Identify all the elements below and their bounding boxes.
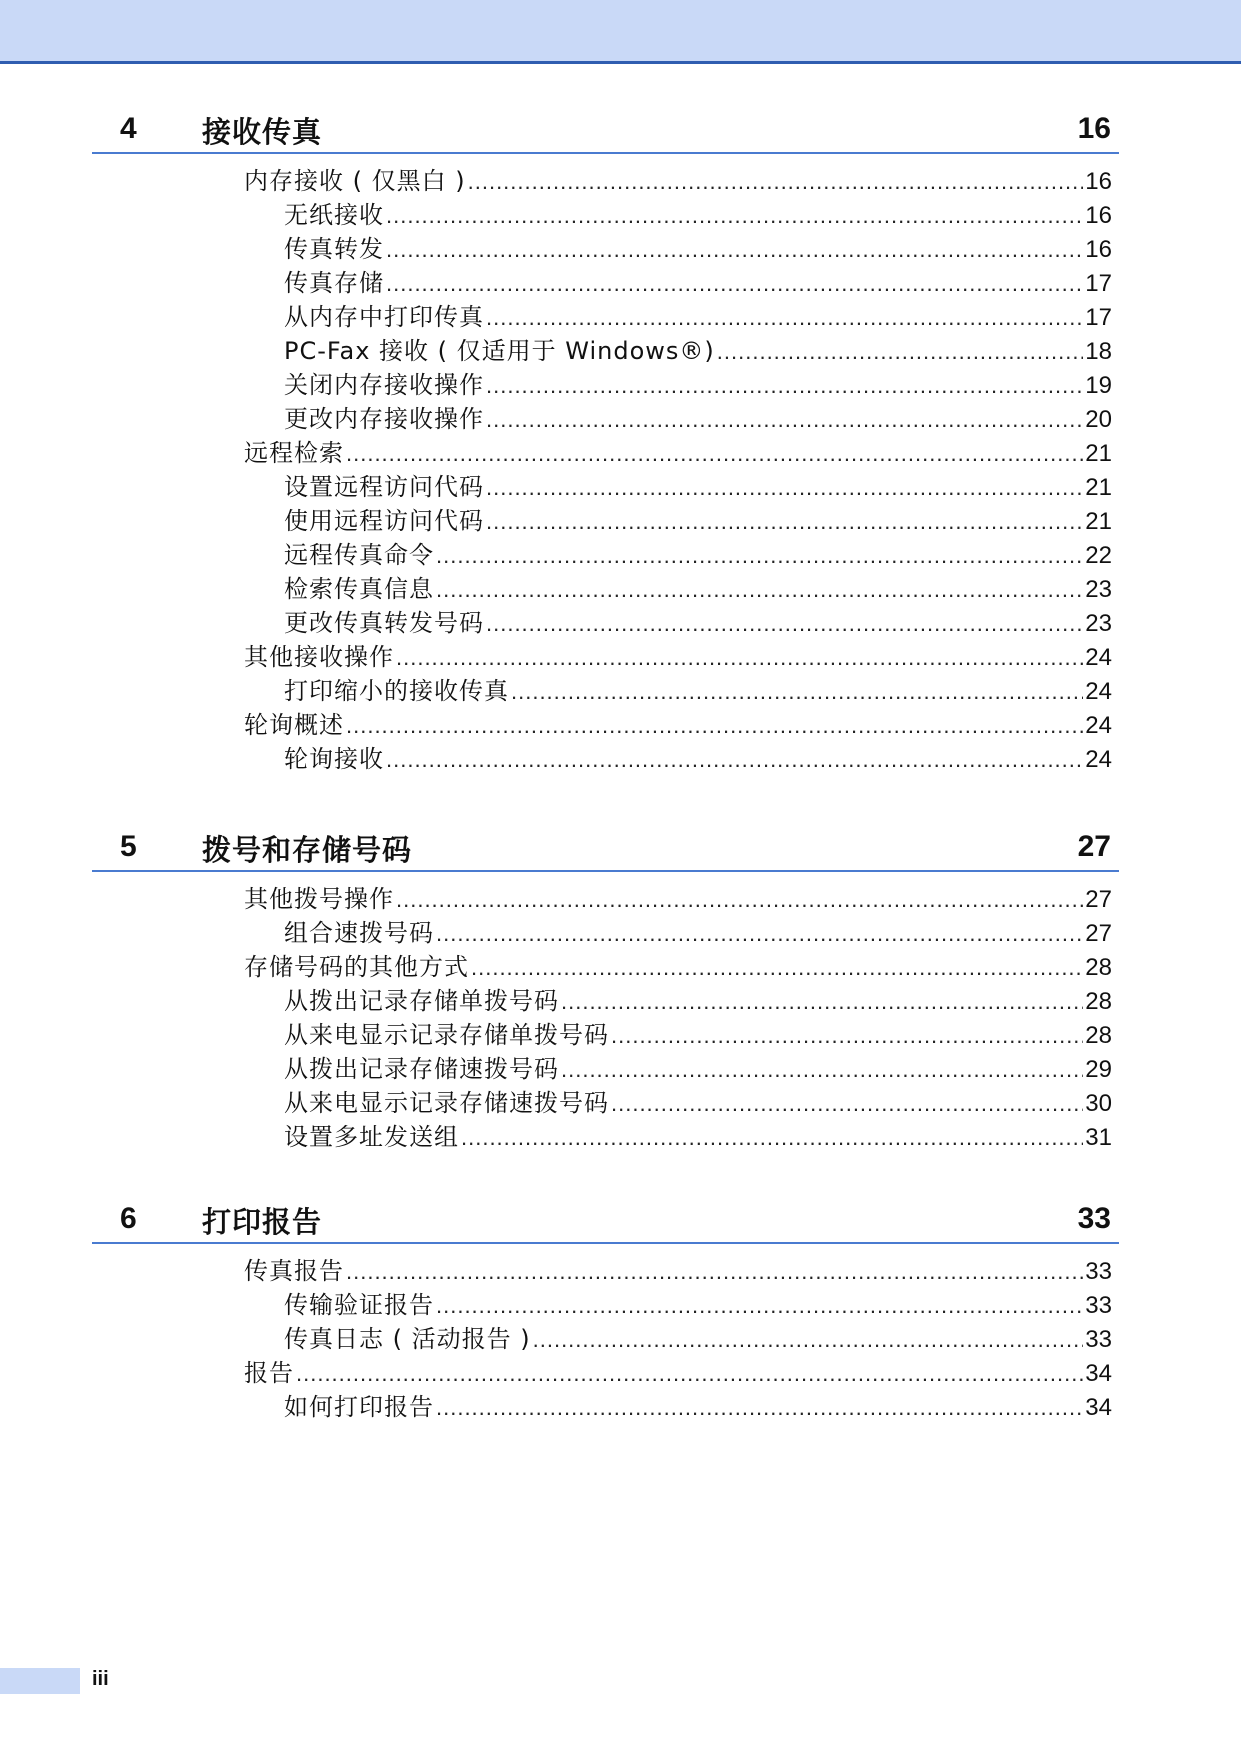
toc-entry-page: 28 [1085,988,1112,1015]
dot-leader [346,437,1083,471]
toc-entry-label: 从拨出记录存储速拨号码 [284,1055,559,1083]
dot-leader [486,505,1083,539]
toc-list [92,1254,1119,1424]
toc-entry-page: 24 [1085,644,1112,671]
toc-entry-label: PC-Fax 接收 ( 仅适用于 Windows®) [284,337,715,365]
dot-leader [611,1019,1083,1053]
toc-list [92,882,1119,1154]
chapter-title[interactable]: 接收传真 [202,115,323,149]
toc-entry-label: 更改传真转发号码 [284,609,484,637]
toc-entry-page: 23 [1085,576,1112,603]
toc-entry-label: 轮询接收 [284,745,384,773]
toc-subsection-entry[interactable] [92,984,1112,1018]
toc-entry-label: 报告 [244,1359,294,1387]
dot-leader [486,471,1083,505]
toc-subsection-entry[interactable] [92,1288,1112,1322]
dot-leader [468,165,1084,199]
toc-subsection-entry[interactable] [92,1018,1112,1052]
toc-entry-label: 传真转发 [284,235,384,263]
dot-leader [296,1357,1083,1391]
chapter-page-number: 16 [1077,112,1111,145]
toc-entry-label: 从来电显示记录存储单拨号码 [284,1021,609,1049]
footer-band [0,1668,80,1694]
chapter-5 [92,830,1119,1154]
toc-entry-page: 18 [1085,338,1112,365]
dot-leader [486,403,1083,437]
toc-entry-page: 22 [1085,542,1112,569]
toc-entry-page: 24 [1085,712,1112,739]
toc-entry-page: 28 [1085,954,1112,981]
toc-entry-page: 16 [1085,236,1112,263]
chapter-6 [92,1202,1119,1424]
toc-entry-page: 21 [1085,440,1112,467]
toc-entry-page: 33 [1085,1258,1112,1285]
chapter-page-number: 33 [1077,1202,1111,1235]
toc-subsection-entry[interactable] [92,368,1112,402]
toc-section-entry[interactable] [92,708,1112,742]
chapter-heading [92,830,1119,872]
toc-entry-label: 打印缩小的接收传真 [284,677,509,705]
toc-entry-page: 27 [1085,886,1112,913]
toc-subsection-entry[interactable] [92,572,1112,606]
toc-entry-label: 远程传真命令 [284,541,434,569]
toc-entry-label: 传真日志 ( 活动报告 ) [284,1325,531,1353]
toc-entry-page: 21 [1085,474,1112,501]
toc-section-entry[interactable] [92,950,1112,984]
dot-leader [386,267,1083,301]
toc-entry-page: 34 [1085,1394,1112,1421]
dot-leader [436,1391,1083,1425]
toc-subsection-entry[interactable] [92,606,1112,640]
dot-leader [533,1323,1084,1357]
toc-subsection-entry[interactable] [92,402,1112,436]
toc-entry-page: 28 [1085,1022,1112,1049]
dot-leader [346,709,1083,743]
chapter-title[interactable]: 打印报告 [202,1205,323,1239]
toc-entry-page: 33 [1085,1292,1112,1319]
toc-entry-page: 24 [1085,678,1112,705]
toc-entry-label: 从来电显示记录存储速拨号码 [284,1089,609,1117]
toc-subsection-entry[interactable] [92,1322,1112,1356]
toc-list [92,164,1119,776]
toc-entry-page: 23 [1085,610,1112,637]
toc-subsection-entry[interactable] [92,916,1112,950]
toc-section-entry[interactable] [92,1254,1112,1288]
toc-entry-page: 34 [1085,1360,1112,1387]
toc-subsection-entry[interactable] [92,300,1112,334]
toc-entry-page: 29 [1085,1056,1112,1083]
header-band [0,0,1241,64]
toc-subsection-entry[interactable] [92,674,1112,708]
toc-entry-label: 存储号码的其他方式 [244,953,469,981]
chapter-heading [92,112,1119,154]
toc-entry-page: 21 [1085,508,1112,535]
dot-leader [471,951,1083,985]
dot-leader [436,917,1083,951]
footer-page-number: iii [92,1668,109,1690]
toc-entry-label: 如何打印报告 [284,1393,434,1421]
toc-entry-label: 其他接收操作 [244,643,394,671]
toc-entry-label: 传真报告 [244,1257,344,1285]
toc-entry-label: 更改内存接收操作 [284,405,484,433]
toc-entry-page: 17 [1085,304,1112,331]
dot-leader [436,573,1083,607]
chapter-number: 5 [120,830,137,863]
toc-subsection-entry[interactable] [92,538,1112,572]
toc-entry-label: 设置远程访问代码 [284,473,484,501]
toc-entry-label: 检索传真信息 [284,575,434,603]
toc-entry-page: 27 [1085,920,1112,947]
dot-leader [396,883,1083,917]
dot-leader [396,641,1083,675]
dot-leader [386,233,1083,267]
chapter-number: 4 [120,112,137,145]
dot-leader [486,369,1083,403]
toc-section-entry[interactable] [92,882,1112,916]
toc-entry-label: 从内存中打印传真 [284,303,484,331]
dot-leader [386,199,1083,233]
toc-entry-page: 16 [1085,202,1112,229]
toc-section-entry[interactable] [92,164,1112,198]
toc-section-entry[interactable] [92,640,1112,674]
dot-leader [717,335,1084,369]
chapter-4 [92,112,1119,776]
toc-subsection-entry[interactable] [92,1052,1112,1086]
toc-entry-label: 从拨出记录存储单拨号码 [284,987,559,1015]
dot-leader [386,743,1083,777]
dot-leader [486,301,1083,335]
toc-entry-label: 设置多址发送组 [284,1123,459,1151]
dot-leader [346,1255,1083,1289]
toc-entry-label: 轮询概述 [244,711,344,739]
dot-leader [486,607,1083,641]
toc-subsection-entry[interactable] [92,742,1112,776]
toc-entry-page: 31 [1085,1124,1112,1151]
toc-entry-label: 传真存储 [284,269,384,297]
toc-section-entry[interactable] [92,1356,1112,1390]
dot-leader [436,1289,1083,1323]
chapter-title[interactable]: 拨号和存储号码 [202,833,413,867]
dot-leader [561,985,1083,1019]
dot-leader [436,539,1083,573]
chapter-number: 6 [120,1202,137,1235]
toc-entry-label: 关闭内存接收操作 [284,371,484,399]
toc-section-entry[interactable] [92,436,1112,470]
toc-entry-label: 组合速拨号码 [284,919,434,947]
toc-subsection-entry[interactable] [92,1390,1112,1424]
toc-entry-page: 19 [1085,372,1112,399]
toc-subsection-entry[interactable] [92,1086,1112,1120]
toc-subsection-entry[interactable] [92,266,1112,300]
dot-leader [461,1121,1083,1155]
toc-entry-page: 24 [1085,746,1112,773]
toc-entry-page: 33 [1085,1326,1112,1353]
toc-subsection-entry[interactable] [92,198,1112,232]
toc-entry-label: 无纸接收 [284,201,384,229]
toc-subsection-entry[interactable] [92,504,1112,538]
dot-leader [611,1087,1083,1121]
dot-leader [511,675,1083,709]
toc-entry-label: 其他拨号操作 [244,885,394,913]
toc-subsection-entry[interactable] [92,470,1112,504]
toc-entry-page: 17 [1085,270,1112,297]
toc-subsection-entry[interactable] [92,1120,1112,1154]
toc-entry-page: 30 [1085,1090,1112,1117]
chapter-heading [92,1202,1119,1244]
dot-leader [561,1053,1083,1087]
toc-entry-page: 20 [1085,406,1112,433]
toc-entry-label: 传输验证报告 [284,1291,434,1319]
toc-subsection-entry[interactable] [92,232,1112,266]
toc-entry-label: 远程检索 [244,439,344,467]
toc-subsection-entry[interactable] [92,334,1112,368]
chapter-page-number: 27 [1077,830,1111,863]
toc-entry-page: 16 [1085,168,1112,195]
toc-entry-label: 内存接收 ( 仅黑白 ) [244,167,466,195]
toc-entry-label: 使用远程访问代码 [284,507,484,535]
